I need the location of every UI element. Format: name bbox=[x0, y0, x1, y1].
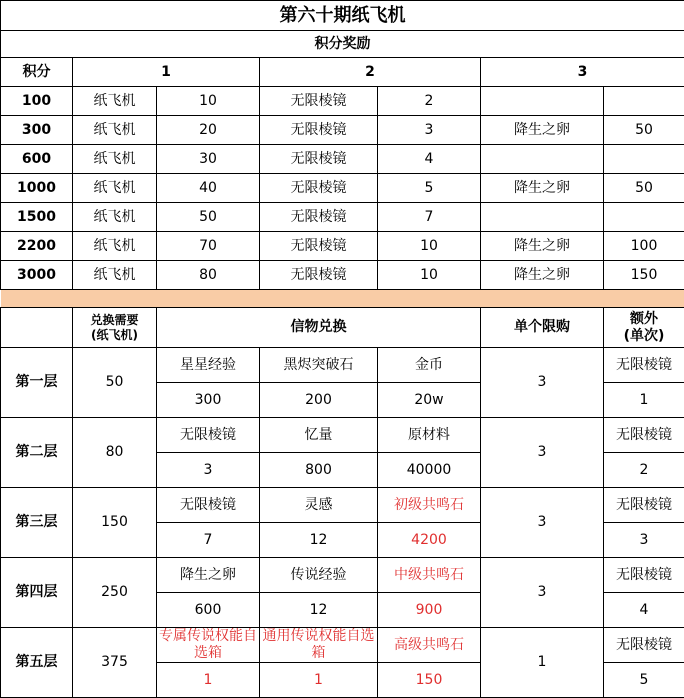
extra-item: 无限棱镜 bbox=[604, 488, 684, 523]
reward-col-2-header: 2 bbox=[260, 58, 481, 87]
points-value: 100 bbox=[1, 87, 73, 116]
reward-1-qty: 30 bbox=[157, 145, 260, 174]
exchange-item-qty: 4200 bbox=[378, 523, 481, 558]
reward-1-qty: 20 bbox=[157, 116, 260, 145]
tier-need: 50 bbox=[73, 348, 157, 418]
reward-3-qty: 150 bbox=[604, 261, 684, 290]
tier-need: 80 bbox=[73, 418, 157, 488]
points-reward-subtitle: 积分奖励 bbox=[1, 31, 684, 58]
extra-item: 无限棱镜 bbox=[604, 418, 684, 453]
exchange-item-qty: 600 bbox=[157, 593, 260, 628]
points-value: 300 bbox=[1, 116, 73, 145]
extra-header bbox=[604, 308, 684, 348]
reward-3-item bbox=[481, 145, 604, 174]
exchange-item-name: 专属传说权能自选箱 bbox=[157, 628, 260, 663]
exchange-item-name: 灵感 bbox=[260, 488, 378, 523]
exchange-item-name: 通用传说权能自选箱 bbox=[260, 628, 378, 663]
reward-1-qty: 80 bbox=[157, 261, 260, 290]
tier-limit: 3 bbox=[481, 558, 604, 628]
reward-2-qty: 3 bbox=[378, 116, 481, 145]
exchange-item-name: 忆量 bbox=[260, 418, 378, 453]
points-value: 2200 bbox=[1, 232, 73, 261]
reward-3-qty: 100 bbox=[604, 232, 684, 261]
extra-qty: 1 bbox=[604, 383, 684, 418]
reward-2-item: 无限棱镜 bbox=[260, 87, 378, 116]
need-header-unit: (纸飞机) bbox=[73, 328, 156, 343]
reward-3-qty: 50 bbox=[604, 174, 684, 203]
reward-2-qty: 10 bbox=[378, 261, 481, 290]
exchange-item-qty: 12 bbox=[260, 593, 378, 628]
reward-1-qty: 70 bbox=[157, 232, 260, 261]
reward-3-item: 降生之卵 bbox=[481, 261, 604, 290]
exchange-item-qty: 800 bbox=[260, 453, 378, 488]
reward-2-item: 无限棱镜 bbox=[260, 232, 378, 261]
points-value: 1500 bbox=[1, 203, 73, 232]
reward-2-item: 无限棱镜 bbox=[260, 174, 378, 203]
section-separator bbox=[1, 290, 684, 308]
exchange-item-qty: 300 bbox=[157, 383, 260, 418]
extra-header-label: 额外 bbox=[604, 311, 684, 328]
exchange-header-row bbox=[1, 308, 684, 348]
exchange-item-qty: 20w bbox=[378, 383, 481, 418]
reward-col-1-header: 1 bbox=[73, 58, 260, 87]
reward-3-qty bbox=[604, 203, 684, 232]
tier-name: 第四层 bbox=[1, 558, 73, 628]
exchange-item-name: 金币 bbox=[378, 348, 481, 383]
reward-2-qty: 5 bbox=[378, 174, 481, 203]
points-value: 3000 bbox=[1, 261, 73, 290]
tier-name: 第三层 bbox=[1, 488, 73, 558]
reward-2-item: 无限棱镜 bbox=[260, 261, 378, 290]
reward-3-item bbox=[481, 203, 604, 232]
reward-1-item: 纸飞机 bbox=[73, 203, 157, 232]
reward-3-item: 降生之卵 bbox=[481, 174, 604, 203]
reward-1-qty: 10 bbox=[157, 87, 260, 116]
tier-item-row bbox=[1, 418, 684, 453]
tier-need: 250 bbox=[73, 558, 157, 628]
exchange-header: 信物兑换 bbox=[157, 308, 481, 348]
tier-need: 150 bbox=[73, 488, 157, 558]
tier-header-blank bbox=[1, 308, 73, 348]
exchange-item-name: 降生之卵 bbox=[157, 558, 260, 593]
points-reward-row bbox=[1, 116, 684, 145]
page-title: 第六十期纸飞机 bbox=[1, 1, 684, 31]
tier-limit: 3 bbox=[481, 418, 604, 488]
tier-item-row bbox=[1, 488, 684, 523]
need-header bbox=[73, 308, 157, 348]
need-header-label: 兑换需要 bbox=[73, 313, 156, 328]
tier-name: 第一层 bbox=[1, 348, 73, 418]
reward-3-qty bbox=[604, 87, 684, 116]
reward-1-item: 纸飞机 bbox=[73, 174, 157, 203]
reward-3-qty bbox=[604, 145, 684, 174]
reward-1-item: 纸飞机 bbox=[73, 116, 157, 145]
extra-qty: 2 bbox=[604, 453, 684, 488]
points-reward-row bbox=[1, 87, 684, 116]
points-value: 600 bbox=[1, 145, 73, 174]
exchange-item-qty: 200 bbox=[260, 383, 378, 418]
extra-item: 无限棱镜 bbox=[604, 348, 684, 383]
exchange-item-name: 传说经验 bbox=[260, 558, 378, 593]
reward-2-item: 无限棱镜 bbox=[260, 203, 378, 232]
exchange-item-qty: 900 bbox=[378, 593, 481, 628]
reward-3-item bbox=[481, 87, 604, 116]
reward-3-item: 降生之卵 bbox=[481, 232, 604, 261]
exchange-item-name: 初级共鸣石 bbox=[378, 488, 481, 523]
reward-1-item: 纸飞机 bbox=[73, 145, 157, 174]
tier-need: 375 bbox=[73, 628, 157, 698]
exchange-item-name: 高级共鸣石 bbox=[378, 628, 481, 663]
reward-2-qty: 4 bbox=[378, 145, 481, 174]
exchange-item-name: 黑烬突破石 bbox=[260, 348, 378, 383]
limit-header: 单个限购 bbox=[481, 308, 604, 348]
reward-3-item: 降生之卵 bbox=[481, 116, 604, 145]
reward-2-qty: 7 bbox=[378, 203, 481, 232]
exchange-item-qty: 1 bbox=[157, 663, 260, 698]
reward-2-qty: 10 bbox=[378, 232, 481, 261]
exchange-item-name: 中级共鸣石 bbox=[378, 558, 481, 593]
reward-2-item: 无限棱镜 bbox=[260, 145, 378, 174]
points-reward-row bbox=[1, 261, 684, 290]
extra-qty: 5 bbox=[604, 663, 684, 698]
exchange-item-qty: 40000 bbox=[378, 453, 481, 488]
exchange-item-name: 无限棱镜 bbox=[157, 488, 260, 523]
exchange-item-qty: 1 bbox=[260, 663, 378, 698]
tier-item-row bbox=[1, 628, 684, 663]
exchange-item-qty: 150 bbox=[378, 663, 481, 698]
reward-2-qty: 2 bbox=[378, 87, 481, 116]
reward-1-qty: 40 bbox=[157, 174, 260, 203]
extra-qty: 3 bbox=[604, 523, 684, 558]
tier-name: 第二层 bbox=[1, 418, 73, 488]
points-header: 积分 bbox=[1, 58, 73, 87]
points-reward-row bbox=[1, 232, 684, 261]
extra-item: 无限棱镜 bbox=[604, 558, 684, 593]
reward-1-item: 纸飞机 bbox=[73, 232, 157, 261]
reward-1-qty: 50 bbox=[157, 203, 260, 232]
extra-header-unit: (单次) bbox=[604, 328, 684, 345]
points-reward-row bbox=[1, 174, 684, 203]
tier-name: 第五层 bbox=[1, 628, 73, 698]
reward-3-qty: 50 bbox=[604, 116, 684, 145]
reward-1-item: 纸飞机 bbox=[73, 87, 157, 116]
exchange-item-name: 原材料 bbox=[378, 418, 481, 453]
exchange-item-name: 无限棱镜 bbox=[157, 418, 260, 453]
tier-limit: 3 bbox=[481, 348, 604, 418]
tier-limit: 3 bbox=[481, 488, 604, 558]
reward-2-item: 无限棱镜 bbox=[260, 116, 378, 145]
exchange-item-qty: 7 bbox=[157, 523, 260, 558]
exchange-item-name: 星星经验 bbox=[157, 348, 260, 383]
tier-item-row bbox=[1, 558, 684, 593]
reward-1-item: 纸飞机 bbox=[73, 261, 157, 290]
tier-limit: 1 bbox=[481, 628, 604, 698]
exchange-item-qty: 3 bbox=[157, 453, 260, 488]
points-reward-row bbox=[1, 145, 684, 174]
extra-item: 无限棱镜 bbox=[604, 628, 684, 663]
exchange-item-qty: 12 bbox=[260, 523, 378, 558]
points-reward-row bbox=[1, 203, 684, 232]
reward-col-3-header: 3 bbox=[481, 58, 684, 87]
extra-qty: 4 bbox=[604, 593, 684, 628]
tier-item-row bbox=[1, 348, 684, 383]
points-value: 1000 bbox=[1, 174, 73, 203]
